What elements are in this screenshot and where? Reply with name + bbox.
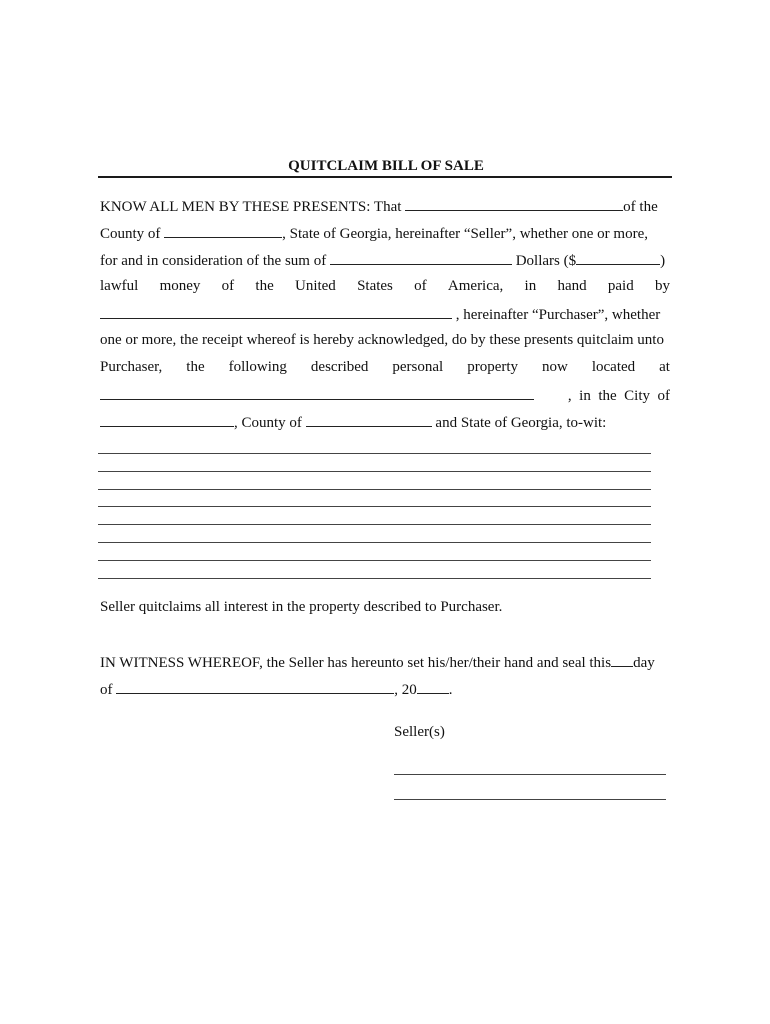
- lawful-money-line: [100, 276, 670, 296]
- word: the: [186, 359, 205, 375]
- word: of: [414, 278, 427, 294]
- seller-name-blank[interactable]: [405, 195, 623, 211]
- description-line[interactable]: [98, 560, 651, 561]
- purchaser-name-blank[interactable]: [100, 303, 452, 319]
- of-the-text: of the: [623, 199, 658, 215]
- word: property: [467, 359, 519, 375]
- day-blank[interactable]: [611, 651, 633, 667]
- property-line: [100, 357, 670, 377]
- intro-text: KNOW ALL MEN BY THESE PRESENTS: That: [100, 199, 402, 215]
- word: Purchaser,: [100, 359, 163, 375]
- in-the-city-text: , in the City of: [567, 388, 670, 404]
- word: the: [255, 278, 274, 294]
- word: America,: [447, 278, 504, 294]
- state-clause-text: , State of Georgia, hereinafter “Seller”, whether one or more,: [282, 226, 648, 242]
- receipt-line: one or more, the receipt whereof is hereby acknowledged, do by these presents quitclaim unto: [100, 332, 664, 348]
- purchaser-clause-text: , hereinafter “Purchaser”, whether: [455, 307, 661, 323]
- description-line[interactable]: [98, 489, 651, 490]
- document-title: QUITCLAIM BILL OF SALE: [288, 158, 484, 174]
- word: at: [659, 359, 670, 375]
- word: personal: [392, 359, 444, 375]
- location-line: [100, 384, 670, 406]
- city-county-line: [100, 411, 670, 433]
- description-line[interactable]: [98, 524, 651, 525]
- word: States: [357, 278, 393, 294]
- intro-line: [100, 195, 670, 217]
- word: United: [294, 278, 336, 294]
- word: following: [228, 359, 287, 375]
- sum-words-blank[interactable]: [330, 249, 512, 265]
- day-text: day: [633, 655, 655, 671]
- seller-label: Seller(s): [394, 724, 445, 740]
- witness-text: IN WITNESS WHEREOF, the Seller has hereunto set his/her/their hand and seal this: [100, 655, 612, 671]
- year-blank[interactable]: [417, 678, 449, 694]
- description-line[interactable]: [98, 471, 651, 472]
- property-county-blank[interactable]: [306, 411, 432, 427]
- seller-signature-line[interactable]: [394, 774, 666, 775]
- description-line[interactable]: [98, 453, 651, 454]
- consideration-text: for and in consideration of the sum of: [100, 253, 327, 269]
- word: of: [221, 278, 235, 294]
- sum-amount-blank[interactable]: [576, 249, 660, 265]
- close-paren-text: ): [660, 253, 666, 269]
- word: in: [524, 278, 537, 294]
- purchaser-line: [100, 303, 670, 325]
- county-of-mid-text: , County of: [234, 415, 302, 431]
- word: located: [591, 359, 636, 375]
- year-prefix-text: , 20: [394, 682, 417, 698]
- title-rule: [98, 176, 672, 178]
- of-text: of: [100, 682, 113, 698]
- description-line[interactable]: [98, 578, 651, 579]
- quitclaim-statement: Seller quitclaims all interest in the property described to Purchaser.: [100, 599, 503, 615]
- county-line: [100, 222, 670, 244]
- word: by: [654, 278, 670, 294]
- witness-line: [100, 651, 670, 673]
- description-line[interactable]: [98, 542, 651, 543]
- word: money: [159, 278, 201, 294]
- description-line[interactable]: [98, 506, 651, 507]
- word: paid: [607, 278, 634, 294]
- period-text: .: [448, 682, 453, 698]
- month-blank[interactable]: [116, 678, 394, 694]
- county-of-text: County of: [100, 226, 161, 242]
- word: now: [542, 359, 568, 375]
- word: hand: [557, 278, 587, 294]
- date-line: [100, 678, 670, 700]
- state-to-wit-text: and State of Georgia, to-wit:: [435, 415, 607, 431]
- consideration-line: [100, 249, 670, 271]
- word: described: [310, 359, 369, 375]
- property-location-blank[interactable]: [100, 384, 534, 400]
- dollars-text: Dollars ($: [515, 253, 577, 269]
- city-blank[interactable]: [100, 411, 234, 427]
- word: lawful: [100, 278, 139, 294]
- seller-county-blank[interactable]: [164, 222, 282, 238]
- seller-signature-line[interactable]: [394, 799, 666, 800]
